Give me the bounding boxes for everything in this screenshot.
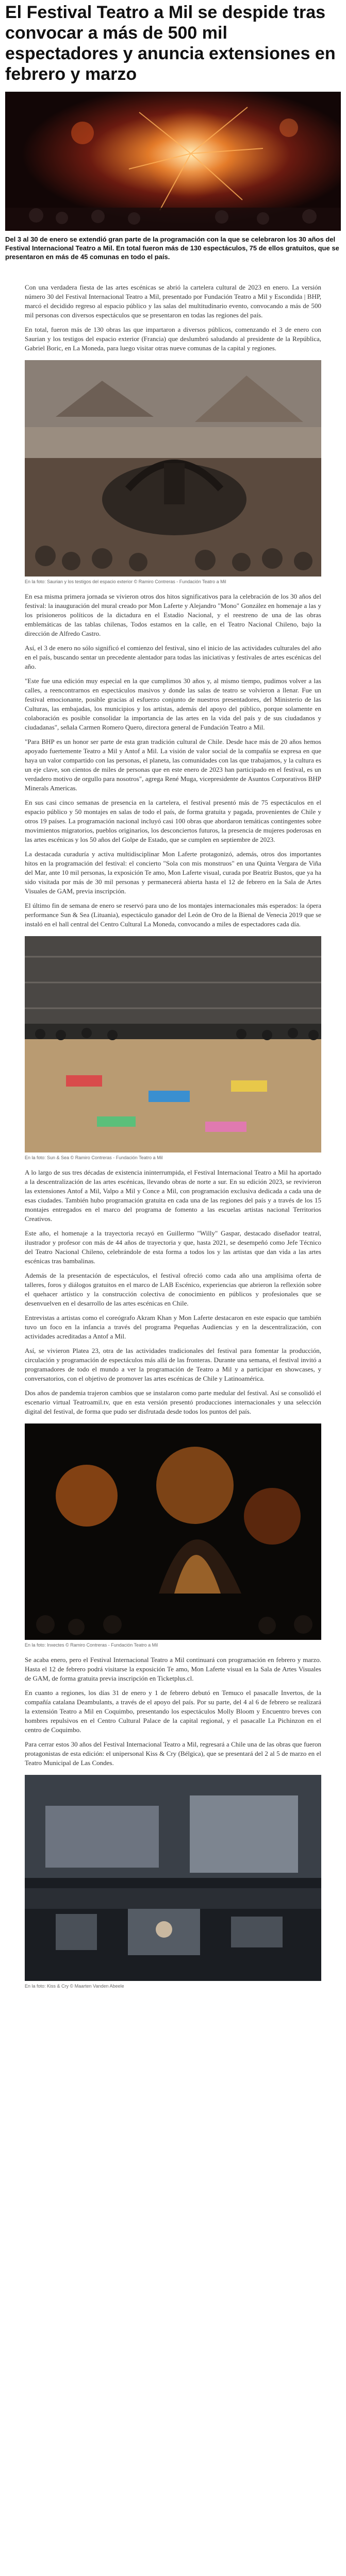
paragraph: Entrevistas a artistas como el coreógrafo Akram Khan y Mon Laferte destacaron en este espacio que también tuvo un foco en la infancia a través del programa Pequeñas Audiencias y en la descentralización, con actividades acreditadas a Antof a Mil.: [25, 1314, 321, 1340]
paragraph: Dos años de pandemia trajeron cambios que se instalaron como parte medular del festival. Así se consolidó el escenario virtual Teatroamil.tv, que en esta versión presentó producciones internacionales y una selección digital del festival, de forma que pudo ser disfrutada desde todos los puntos del país.: [25, 1389, 321, 1415]
paragraph: Este año, el homenaje a la trayectoria recayó en Guillermo "Willy" Gaspar, destacado diseñador teatral, ilustrador y profesor con más de 44 años de trayectoria y que, hasta 2021, se desempeñó como Jefe Técnico del Teatro Nacional Chileno, celebrándole de esta forma a todos los y las artistas que dan vida a las artes escénicas tras bambalinas.: [25, 1229, 321, 1265]
article-body: [0, 283, 346, 1989]
figure-saurian: [25, 360, 321, 585]
paragraph: Para cerrar estos 30 años del Festival Internacional Teatro a Mil, regresará a Chile una de las obras que fueron protagonistas de esta edición: el unipersonal Kiss & Cry (Bélgica), que se presentará del 2 al 5 de marzo en el Teatro Municipal de Las Condes.: [25, 1740, 321, 1767]
paragraph: Con una verdadera fiesta de las artes escénicas se abrió la cartelera cultural de 2023 en enero. La versión número 30 del Festival Internacional Teatro a Mil, presentado por Fundación Teatro a Mil y Escondida | BHP, marcó el decidido regreso al espacio público y las salas del multitudinario evento, convocando a más de 500 mil personas con diversos espectáculos que se presentaron en todas las regiones del país.: [25, 283, 321, 319]
paragraph: En total, fueron más de 130 obras las que impartaron a diversos públicos, comenzando el 3 de enero con Saurian y los testigos del espacio exterior (Francia) que deslumbró saludando al presidente de la República, Gabriel Boric, en La Moneda, para luego visitar otras nueve comunas de la capital y regiones.: [25, 326, 321, 352]
paragraph: La destacada curaduría y activa multidisciplinar Mon Laferte protagonizó, además, otros dos importantes hitos en la programación del festival: el concierto "Sola con mis monstruos" en una Quinta Vergara de Viña del Mar, ante 10 mil personas, la exposición Te amo, Mon Laferte visual, curada por Beatriz Bustos, que ya ha sido visitada por más de 30 mil personas y permanecerá abierta hasta el 12 de febrero en la Sala de Artes Visuales de GAM, previa inscripción.: [25, 850, 321, 895]
kiss-and-cry-photo: [25, 1775, 321, 1981]
figure-kiss-and-cry: [25, 1775, 321, 1989]
article-lead: Del 3 al 30 de enero se extendió gran parte de la programación con la que se celebraron los 30 años del Festival Internacional Teatro a Mil. En total fueron más de 130 espectáculos, 75 de ellos gratuitos, que se presentaron en más de 45 comunas en todo el país.: [5, 235, 339, 261]
figure-caption: En la foto: Saurian y los testigos del espacio exterior © Ramiro Contreras - Fundación Teatro a Mil: [25, 579, 226, 584]
figure-caption: En la foto: Inxectes © Ramiro Contreras - Fundación Teatro a Mil: [25, 1642, 158, 1648]
inxectes-photo: [25, 1423, 321, 1640]
paragraph: En esa misma primera jornada se vivieron otros dos hitos significativos para la celebración de los 30 años del festival: la inauguración del mural creado por Mon Laferte y Alejandro "Mono" González en homenaje a las y los prisioneros políticos de la dictadura en el Estadio Nacional, y el reestreno de una de las obras emblemáticas de las tablas chilenas, Todos estamos en la calle, en el Teatro Nacional Chileno, bajo la dirección de Alfredo Castro.: [25, 592, 321, 637]
hero-photo: [5, 92, 341, 231]
article-headline: El Festival Teatro a Mil se despide tras convocar a más de 500 mil espectadores y anuncia extensiones en febrero y marzo: [5, 3, 336, 84]
sun-and-sea-photo: [25, 936, 321, 1153]
paragraph: A lo largo de sus tres décadas de existencia ininterrumpida, el Festival Internacional Teatro a Mil ha aportado a la descentralización de las artes escénicas, llevando obras de norte a sur. En su edición 2023, se revivieron las extensiones Antof a Mil, Valpo a Mil y Conce a Mil, con programación exclusiva dedicada a cada una de esas ciudades. También hubo programación gratuita en cada una de las regiones del país y a través de los 15 montajes entregados en el marco del programa de fomento a las escuelas artistas nacional Territorios Creativos.: [25, 1168, 321, 1223]
saurian-photo: [25, 360, 321, 577]
paragraph: En cuanto a regiones, los días 31 de enero y 1 de febrero debutó en Temuco el pasacalle Invertos, de la compañía catalana Deambulants, a través de el apoyo del país. Por su parte, del 4 al 6 de febrero se realizará la extensión Teatro a Mil en Coquimbo, presentando los espectáculos Molly Bloom y Encuentro breves con hombres repulsivos en el Centro Cultural Palace de la capital regional, y el pasacalle La Pichinzon en el centro de Coquimbo.: [25, 1689, 321, 1734]
paragraph: Así, se vivieron Platea 23, otra de las actividades tradicionales del festival para fomentar la producción, circulación y programación de espectáculos más allá de las fronteras. Durante una semana, el festival invitó a programadores de todo el mundo a ver la programación de Teatro a Mil y a participar en showcases, y conversatorios, con el objetivo de promover las artes escénicas de Chile y Latinoamérica.: [25, 1347, 321, 1382]
figure-caption: En la foto: Kiss & Cry © Maarten Vanden Abeele: [25, 1984, 124, 1989]
figure-inxectes: [25, 1423, 321, 1648]
paragraph: Además de la presentación de espectáculos, el festival ofreció como cada año una amplísima oferta de talleres, foros y diálogos gratuitos en el marco de LAB Escénico, experiencias que abrieron la reflexión sobre el quehacer artístico y la construcción colectiva de conocimiento en públicos y profesionales que se desenvuelven en el desarrollo de las artes escénicas en Chile.: [25, 1272, 321, 1307]
figure-caption: En la foto: Sun & Sea © Ramiro Contreras - Fundación Teatro a Mil: [25, 1155, 163, 1160]
figure-sun-and-sea: [25, 936, 321, 1161]
paragraph: Se acaba enero, pero el Festival Internacional Teatro a Mil continuará con programación en febrero y marzo. Hasta el 12 de febrero podrá visitarse la exposición Te amo, Mon Laferte visual en la Sala de Artes Visuales de GAM, de forma gratuita previa inscripción en Ticketplus.cl.: [25, 1656, 321, 1682]
paragraph: "Para BHP es un honor ser parte de esta gran tradición cultural de Chile. Desde hace más de 20 años hemos apoyado fuertemente Teatro a Mil y Antof a Mil. La visión de valor social de la compañía se expresa en que haya un valor compartido con las personas, el planeta, las comunidades con las que trabajamos, y la cultura es un eje clave, son cientos de miles de personas que en este enero de 2023 han participado en el festival, es un verdadero motivo de orgullo para nosotros", agrega René Muga, vicepresidente de Asuntos Corporativos BHP Minerals Americas.: [25, 738, 321, 792]
paragraph: Así, el 3 de enero no sólo significó el comienzo del festival, sino el inicio de las actividades culturales del año en el país, buscando sentar un precedente alentador para todas las iniciativas y festivales de artes escénicas del año.: [25, 644, 321, 670]
paragraph: "Este fue una edición muy especial en la que cumplimos 30 años y, al mismo tiempo, pudimos volver a las calles, a reencontrarnos en espectáculos masivos y donde las salas de teatro se volvieron a llenar. Fue un festival emocionante, posible gracias al esfuerzo conjunto de nuestros presentadores, del Ministerio de las Culturas, las embajadas, los municipios y los artistas, además del apoyo del público, porque solamente en colaboración es posible consolidar la importancia de las artes en la vida del país y de sus ciudadanos y ciudadanas", señala Carmen Romero Quero, directora general de Fundación Teatro a Mil.: [25, 677, 321, 731]
paragraph: En sus casi cinco semanas de presencia en la cartelera, el festival presentó más de 75 espectáculos en el espacio público y 50 montajes en salas de todo el país, de forma gratuita y pagada, provenientes de Chile y otros 19 países. La programación nacional incluyó casi 100 obras que abordaron temáticas contingentes sobre movimientos migratorios, pueblos originarios, los desconciertos futuros, la presencia de mujeres poderosas en las artes escénicas y los 50 años del Golpe de Estado, que se cumplen en septiembre de 2023.: [25, 799, 321, 843]
paragraph: El último fin de semana de enero se reservó para uno de los montajes internacionales más esperados: la ópera performance Sun & Sea (Lituania), espectáculo ganador del León de Oro de la Bienal de Venecia 2019 que se instaló en el hall central del Centro Cultural La Moneda, convocando a miles de espectadores cada día.: [25, 902, 321, 928]
